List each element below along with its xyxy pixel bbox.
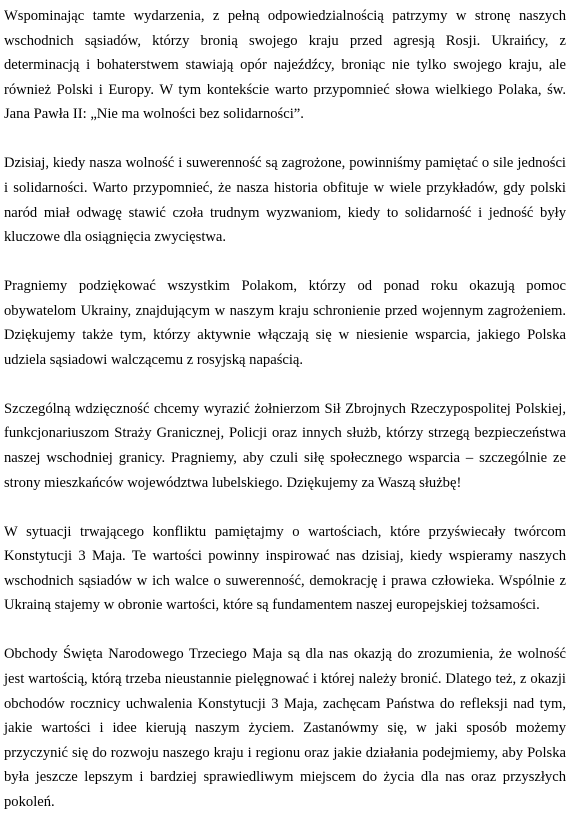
paragraph-celebration: Obchody Święta Narodowego Trzeciego Maja są dla nas okazją do zrozumienia, że wolność jest wartością, którą trzeba nieustannie pielęgnować i której należy bronić. Dlatego też, z okazji obchodów rocznicy uchwalenia Konstytucji 3 Maja, zachęcam Państwa do refleksji nad tym, jakie wartości i idee kierują naszym życiem. Zastanówmy się, w jaki sposób możemy przyczynić się do rozwoju naszego kraju i regionu oraz jakie działania podejmiemy, aby Polska była jeszcze lepszym i bardziej sprawiedliwym miejscem do życia dla nas oraz przyszłych pokoleń. — [4, 646, 566, 810]
paragraph-ukraine-solidarity: Wspominając tamte wydarzenia, z pełną odpowiedzialnością patrzymy w stronę naszych wschodnich sąsiadów, którzy bronią swojego kraju przed agresją Rosji. Ukraińcy, z determinacją i bohaterstwem stawiają opór najeźdźcy, broniąc nie tylko swojego kraju, ale również Polski i Europy. W tym kontekście warto przypomnieć słowa wielkiego Polaka, św. Jana Pawła II: „Nie ma wolności bez solidarności”. — [4, 8, 566, 123]
paragraph-thanks-poles: Pragniemy podziękować wszystkim Polakom, którzy od ponad roku okazują pomoc obywatelom Ukrainy, znajdującym w naszym kraju schronienie przed wojennym zagrożeniem. Dziękujemy także tym, którzy aktywnie włączają się w niesienie wsparcia, jakiego Polska udziela sąsiadowi walczącemu z rosyjską napaścią. — [4, 278, 566, 368]
document-body — [4, 4, 566, 815]
paragraph-thanks-services: Szczególną wdzięczność chcemy wyrazić żołnierzom Sił Zbrojnych Rzeczypospolitej Polskiej, funkcjonariuszom Straży Granicznej, Policji oraz innych służb, którzy strzegą bezpieczeństwa naszej wschodniej granicy. Pragniemy, aby czuli siłę społecznego wsparcia – szczególnie ze strony mieszkańców województwa lubelskiego. Dziękujemy za Waszą służbę! — [4, 400, 566, 491]
paragraph-constitution-values: W sytuacji trwającego konfliktu pamiętajmy o wartościach, które przyświecały twórcom Konstytucji 3 Maja. Te wartości powinny inspirować nas dzisiaj, kiedy wspieramy naszych wschodnich sąsiadów w ich walce o suwerenność, demokrację i prawa człowieka. Wspólnie z Ukrainą stajemy w obronie wartości, które są fundamentem naszej europejskiej tożsamości. — [4, 523, 566, 614]
paragraph-unity: Dzisiaj, kiedy nasza wolność i suwerenność są zagrożone, powinniśmy pamiętać o sile jedności i solidarności. Warto przypomnieć, że nasza historia obfituje w wiele przykładów, gdy polski naród miał odwagę stawić czoła trudnym wyzwaniom, kiedy to solidarność i jedność były kluczowe dla osiągnięcia zwycięstwa. — [4, 155, 566, 246]
